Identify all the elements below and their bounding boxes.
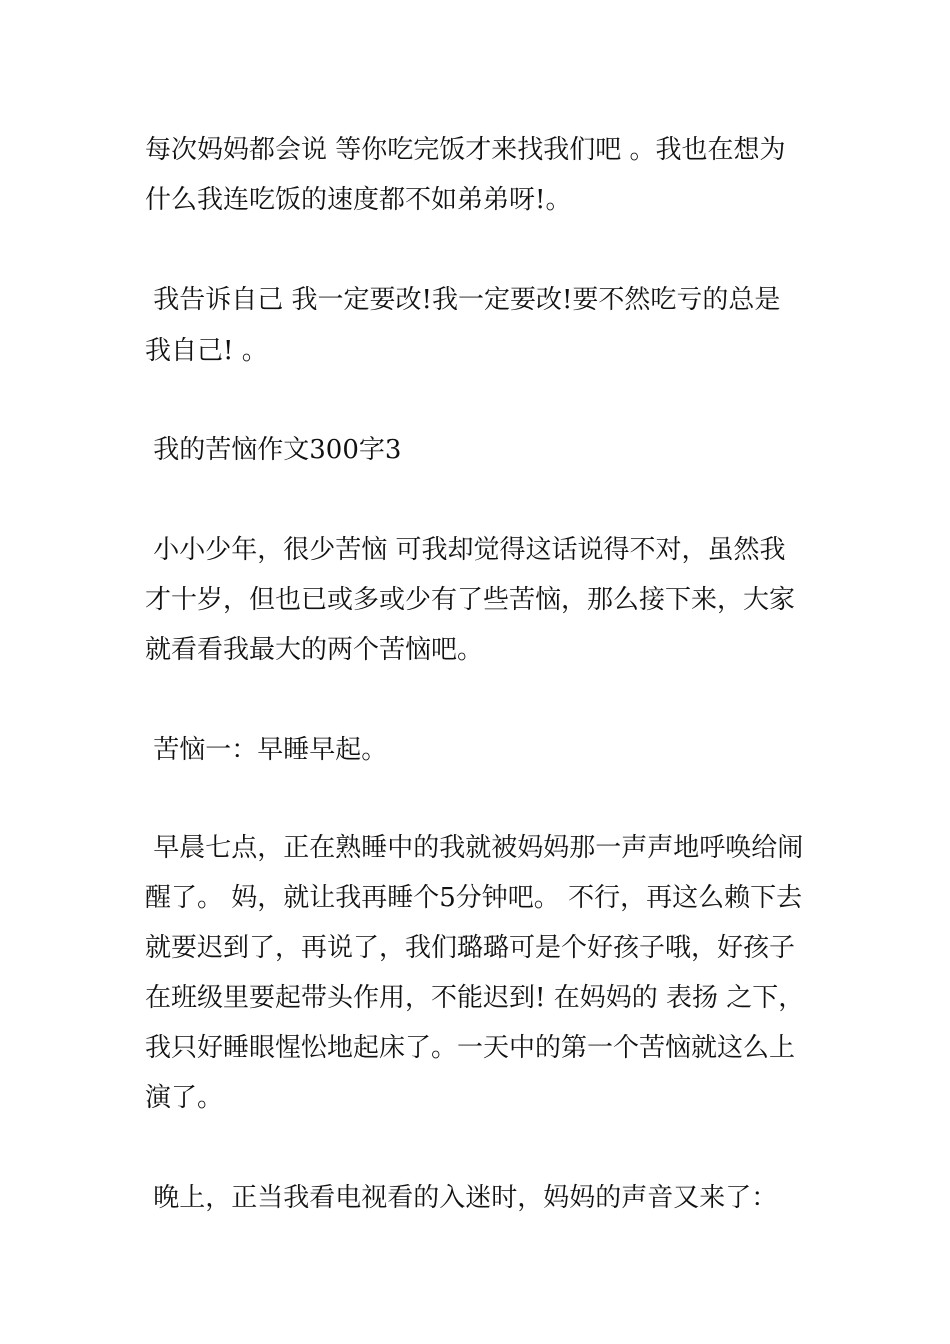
paragraph-6-line-4: 在班级里要起带头作用，不能迟到! 在妈妈的 表扬 之下， [145,983,805,1013]
paragraph-2-line-1: 我告诉自己 我一定要改!我一定要改!要不然吃亏的总是 [145,285,781,315]
paragraph-1-line-1: 每次妈妈都会说 等你吃完饭才来找我们吧 。我也在想为 [145,135,786,165]
paragraph-2-line-2: 我自己! 。 [145,336,268,366]
paragraph-4-line-3: 就看看我最大的两个苦恼吧。 [145,635,484,665]
paragraph-6-line-6: 演了。 [145,1083,224,1113]
paragraph-4-line-1: 小小少年，很少苦恼 可我却觉得这话说得不对，虽然我 [145,535,786,565]
paragraph-5-line-1: 苦恼一：早睡早起。 [145,735,388,765]
paragraph-6-line-5: 我只好睡眼惺忪地起床了。一天中的第一个苦恼就这么上 [145,1033,796,1063]
paragraph-1-line-2: 什么我连吃饭的速度都不如弟弟呀!。 [145,185,572,215]
paragraph-6-line-2: 醒了。 妈，就让我再睡个5分钟吧。 不行，再这么赖下去 [145,883,803,913]
paragraph-7-line-1: 晚上，正当我看电视看的入迷时，妈妈的声音又来了： [145,1183,778,1213]
section-heading: 我的苦恼作文300字3 [145,435,402,465]
paragraph-4-line-2: 才十岁，但也已或多或少有了些苦恼，那么接下来，大家 [145,585,796,615]
paragraph-6-line-3: 就要迟到了，再说了，我们璐璐可是个好孩子哦，好孩子 [145,933,796,963]
paragraph-6-line-1: 早晨七点，正在熟睡中的我就被妈妈那一声声地呼唤给闹 [145,833,804,863]
